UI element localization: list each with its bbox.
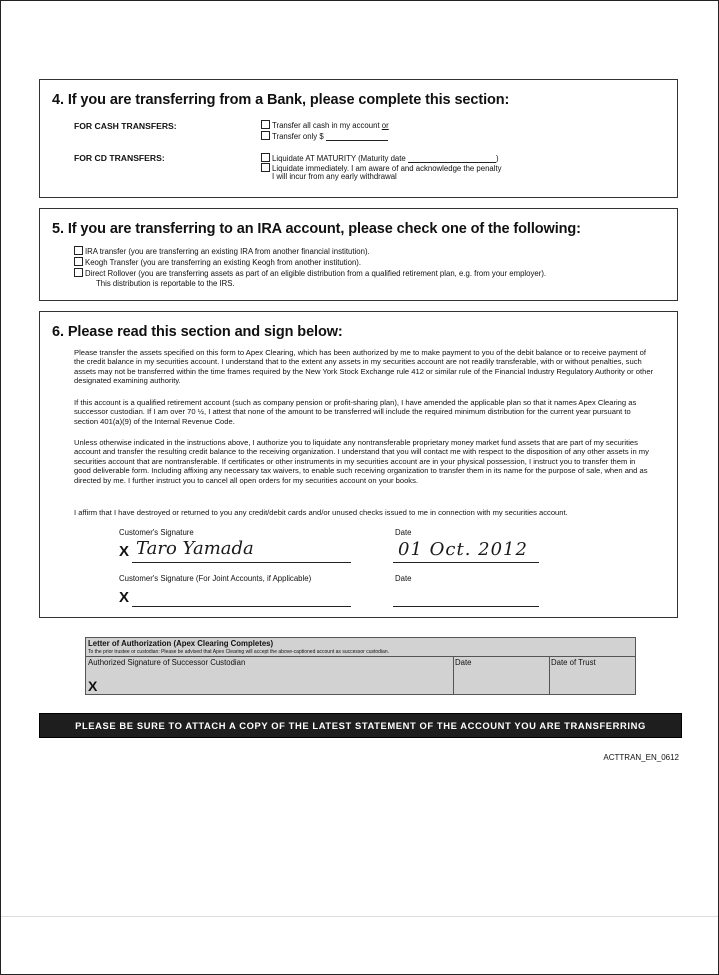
loa-subheader: To the prior trustee or custodian: Please be advised that Apex Clearing will accept the above-captioned account as successor custodian.: [88, 649, 390, 655]
paragraph-retirement: If this account is a qualified retirement account (such as company pension or profit-sharing plan), I have amended the applicable plan so that it names Apex Clearing as successor custodian. If I am over 70 ½, I attest that none of the amount to be transferred will include the required minimum distribution for the current year pursuant to section 401(a)(9) of the Internal Revenue Code.: [74, 398, 637, 426]
checkbox[interactable]: [74, 246, 83, 255]
loa-header: Letter of Authorization (Apex Clearing Completes): [88, 639, 274, 648]
joint-date-line[interactable]: [393, 606, 539, 607]
customer-signature: Taro Yamada: [136, 538, 254, 559]
checkbox[interactable]: [261, 163, 270, 172]
keogh-option[interactable]: Keogh Transfer (you are transferring an existing Keogh from another institution).: [74, 257, 546, 268]
checkbox[interactable]: [261, 153, 270, 162]
form-code: ACTTRAN_EN_0612: [603, 753, 679, 762]
cash-all-option[interactable]: Transfer all cash in my account or: [261, 120, 389, 130]
cash-partial-option[interactable]: Transfer only $: [261, 131, 388, 141]
section6-title: 6. Please read this section and sign below:: [52, 324, 343, 340]
joint-signature-label: Customer's Signature (For Joint Accounts, if Applicable): [119, 574, 312, 583]
ira-options: [74, 246, 546, 289]
section4-title: 4. If you are transferring from a Bank, please complete this section:: [52, 92, 510, 108]
attach-statement-banner: PLEASE BE SURE TO ATTACH A COPY OF THE LATEST STATEMENT OF THE ACCOUNT YOU ARE TRANSFERRING: [39, 713, 682, 738]
loa-date-label: Date: [455, 658, 472, 667]
loa-signature-label: Authorized Signature of Successor Custodian: [88, 658, 246, 667]
section5-title: 5. If you are transferring to an IRA account, please check one of the following:: [52, 221, 581, 237]
loa-divider: [86, 656, 635, 657]
paragraph-affirm: I affirm that I have destroyed or returned to you any credit/debit cards and/or unused checks issued to me in connection with my securities account.: [74, 508, 568, 517]
checkbox[interactable]: [261, 131, 270, 140]
date-label-2: Date: [395, 574, 412, 583]
loa-date-of-trust-label: Date of Trust: [551, 658, 596, 667]
signature-date: 01 Oct. 2012: [398, 539, 528, 560]
signature-line[interactable]: [132, 562, 351, 563]
loa-x-mark: X: [88, 678, 98, 694]
date-line[interactable]: [393, 562, 539, 563]
checkbox[interactable]: [74, 268, 83, 277]
cd-transfers-label: FOR CD TRANSFERS:: [74, 153, 165, 163]
section-sign: [39, 311, 678, 618]
joint-signature-x-mark: X: [119, 589, 130, 606]
section-ira-transfer: [39, 208, 678, 301]
rollover-note: This distribution is reportable to the IRS.: [96, 279, 235, 288]
section-bank-transfer: [39, 79, 678, 198]
customer-signature-label: Customer's Signature: [119, 528, 194, 537]
cd-immediate-option-cont: I will incur from any early withdrawal: [272, 172, 397, 181]
rollover-option[interactable]: Direct Rollover (you are transferring assets as part of an eligible distribution from a qualified retirement plan, e.g. from your employer).: [74, 268, 546, 279]
cd-immediate-option[interactable]: Liquidate immediately. I am aware of and acknowledge the penalty: [261, 163, 502, 173]
paragraph-transfer: Please transfer the assets specified on this form to Apex Clearing, which has been authorized by me to make payment to you of the debit balance or to receive payment of the credit balance in my securities account. I understand that to the extent any assets in my securities account are not readily transferable, with or without penalties, such assets may not be transferred within the time frames required by the New York Stock Exchange rule 412 or similar rule of the Financial Industry Regulatory Authority or other designated examining authority.: [74, 348, 654, 386]
letter-of-authorization: [85, 637, 636, 695]
cash-transfers-label: FOR CASH TRANSFERS:: [74, 121, 177, 131]
date-label: Date: [395, 528, 412, 537]
cd-maturity-option[interactable]: Liquidate AT MATURITY (Maturity date ): [261, 153, 499, 163]
joint-signature-line[interactable]: [132, 606, 351, 607]
paragraph-liquidate: Unless otherwise indicated in the instructions above, I authorize you to liquidate any nontransferable proprietary money market fund assets that are part of my securities account and transfer the resulting credit balance to the receiving organization. I understand that you will contact me with respect to the disposition of any other assets in my securities account that are nontransferable. If certificates or other instruments in my securities account are in your physical possession, I instruct you to transfer them in good deliverable form. Including affixing any necessary tax waivers, to enable such receiving organization to transfer them in its name for the purpose of sale, when and as directed by me. I further instruct you to cancel all open orders for my securities account on your books.: [74, 438, 649, 485]
ira-option[interactable]: IRA transfer (you are transferring an existing IRA from another financial institution).: [74, 246, 546, 257]
checkbox[interactable]: [74, 257, 83, 266]
signature-x-mark: X: [119, 543, 130, 560]
checkbox[interactable]: [261, 120, 270, 129]
amount-field[interactable]: [326, 140, 388, 141]
page-footer-divider: [1, 916, 718, 917]
loa-col-divider: [453, 656, 454, 694]
loa-col-divider: [549, 656, 550, 694]
